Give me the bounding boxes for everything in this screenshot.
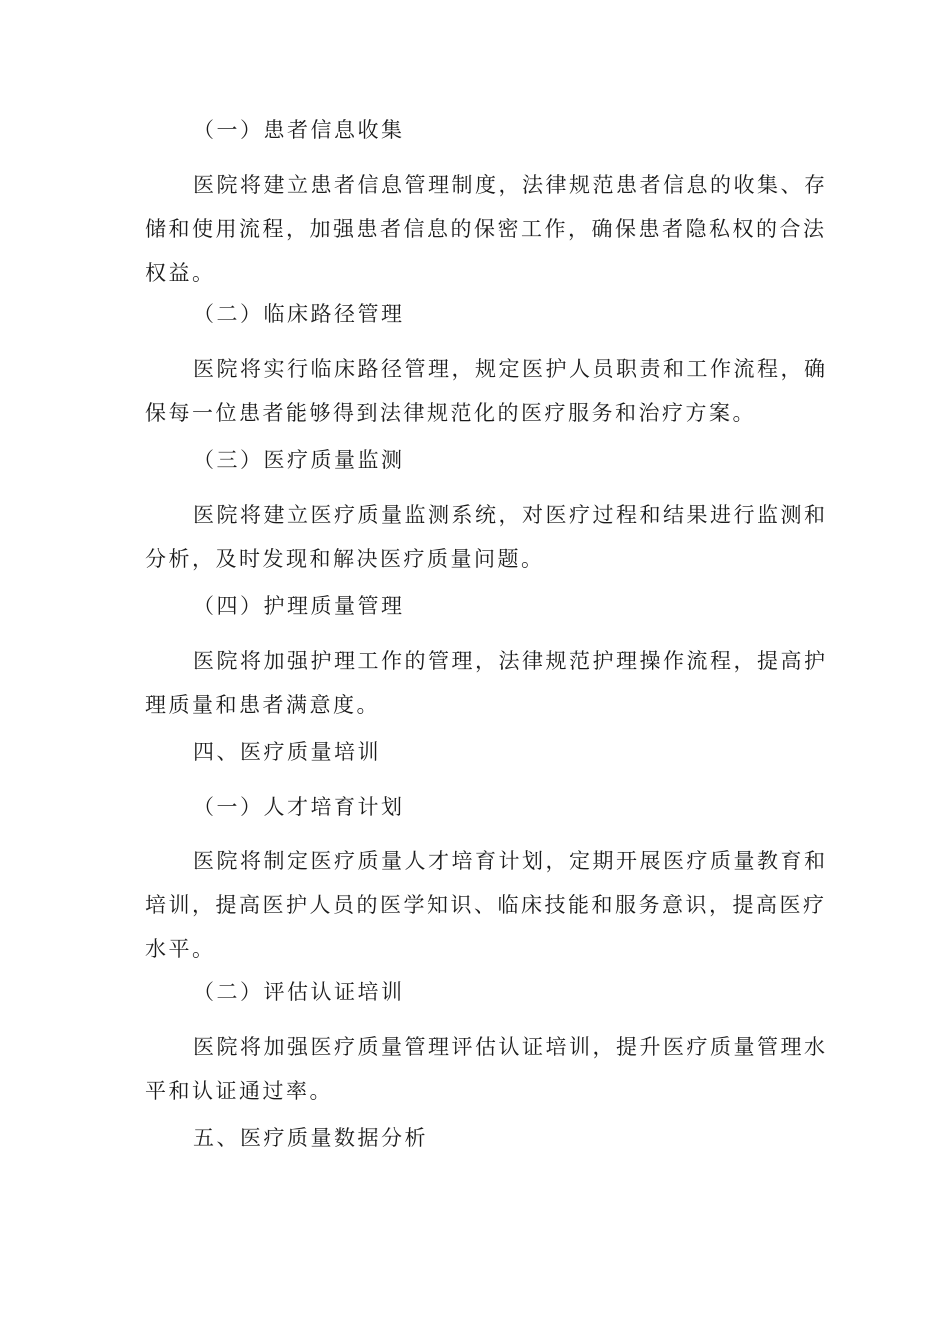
text-line: （一）患者信息收集 — [193, 118, 405, 142]
subheading — [193, 584, 405, 628]
text-line: 医院将加强护理工作的管理，法律规范护理操作流程，提高护 — [193, 649, 828, 673]
text-line: 四、医疗质量培训 — [193, 740, 381, 764]
text-line: 平和认证通过率。 — [145, 1079, 333, 1103]
text-line: （一）人才培育计划 — [193, 795, 405, 819]
text-line: （二）评估认证培训 — [193, 980, 405, 1004]
section-heading — [193, 730, 381, 774]
subheading — [193, 970, 405, 1014]
paragraph — [145, 347, 828, 435]
text-line: 医院将制定医疗质量人才培育计划，定期开展医疗质量教育和 — [193, 849, 828, 873]
text-line: （二）临床路径管理 — [193, 302, 405, 326]
paragraph — [145, 1025, 828, 1113]
paragraph — [145, 493, 828, 581]
text-line: 保每一位患者能够得到法律规范化的医疗服务和治疗方案。 — [145, 401, 756, 425]
text-line: 培训，提高医护人员的医学知识、临床技能和服务意识，提高医疗 — [145, 893, 827, 917]
text-line: 医院将建立医疗质量监测系统，对医疗过程和结果进行监测和 — [193, 503, 828, 527]
section-heading — [193, 1116, 428, 1160]
text-line: 医院将建立患者信息管理制度，法律规范患者信息的收集、存 — [193, 173, 828, 197]
text-line: 医院将加强医疗质量管理评估认证培训，提升医疗质量管理水 — [193, 1035, 828, 1059]
text-line: 权益。 — [145, 261, 216, 285]
text-line: （三）医疗质量监测 — [193, 448, 405, 472]
paragraph — [145, 839, 828, 971]
subheading — [193, 785, 405, 829]
paragraph — [145, 163, 828, 295]
subheading — [193, 108, 405, 152]
text-line: （四）护理质量管理 — [193, 594, 405, 618]
text-line: 分析，及时发现和解决医疗质量问题。 — [145, 547, 545, 571]
subheading — [193, 292, 405, 336]
text-line: 医院将实行临床路径管理，规定医护人员职责和工作流程，确 — [193, 357, 828, 381]
paragraph — [145, 639, 828, 727]
subheading — [193, 438, 405, 482]
text-line: 水平。 — [145, 937, 216, 961]
text-line: 五、医疗质量数据分析 — [193, 1126, 428, 1150]
text-line: 理质量和患者满意度。 — [145, 693, 380, 717]
text-line: 储和使用流程，加强患者信息的保密工作，确保患者隐私权的合法 — [145, 217, 827, 241]
